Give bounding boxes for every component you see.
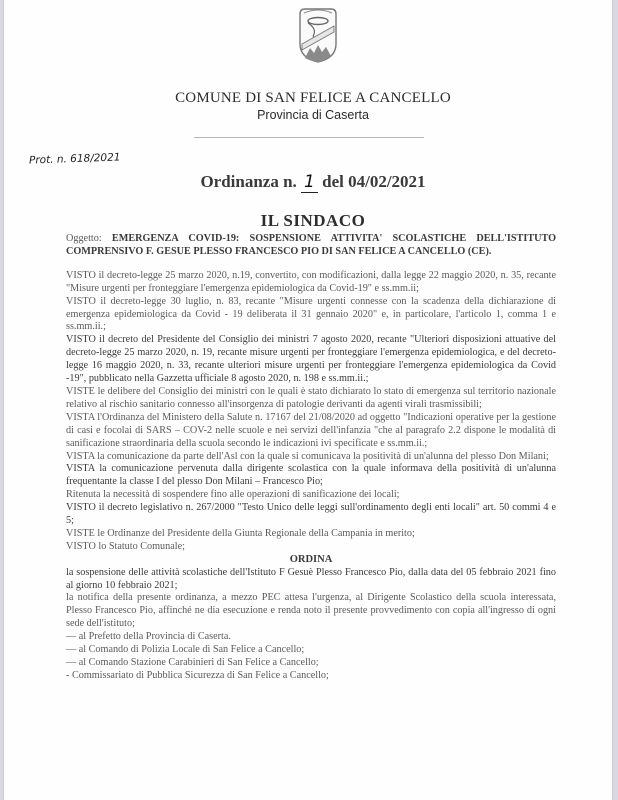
whereas-clause: VISTO il decreto legislativo n. 267/2000 "Testo Unico delle leggi sull'ordinamento degli enti locali" art. 50 commi 4 e 5; [66,502,556,527]
whereas-clause: VISTO il decreto-legge 30 luglio, n. 83, recante "Misure urgenti connesse con la scadenza della dichiarazione di emergenza epidemiologica da Covid - 19 deliberata il 31 gennaio 2020" e, in particolare, l'articolo 1, comma 1 e ss.mm.ii.; [66,295,556,333]
recipient-item: — al Comando Stazione Carabinieri di San Felice a Cancello; [66,657,319,668]
coat-of-arms-icon [296,6,340,64]
document-page [4,0,612,800]
subject-line [66,233,556,259]
whereas-clause: VISTO lo Statuto Comunale; [66,540,185,552]
whereas-clause: VISTA la comunicazione pervenuta dalla dirigente scolastica con la quale informava della positività di un'alunna frequentante la classe I del plesso Don Milani – Francesco Pio; [66,463,556,488]
subject-text: EMERGENZA COVID-19: SOSPENSIONE ATTIVITA' SCOLASTICHE DELL'ISTITUTO COMPRENSIVO F. GESUE PLESSO FRANCESCO PIO DI SAN FELICE A CANCELLO (CE). [66,233,557,257]
whereas-clause: VISTE le Ordinanze del Presidente della Giunta Regionale della Campania in merito; [66,527,415,539]
whereas-clause: VISTA l'Ordinanza del Ministero della Salute n. 17167 del 21/08/2020 ad oggetto "Indicazioni operative per la gestione di casi e focolai di SARS – COV-2 nelle scuole e nei servizi dell'infanzia "che al paragrafo 2.2 dispone le modalità di sanificazione straordinaria della scuola secondo le indicazioni ivi specificate e ss.mm.ii.; [66,411,556,449]
mayor-heading: IL SINDACO [260,211,366,230]
whereas-clause: Ritenuta la necessità di sospendere fino alle operazioni di sanificazione dei locali; [66,489,400,501]
whereas-clause: VISTO il decreto-legge 25 marzo 2020, n.19, convertito, con modificazioni, dalla legge 22 maggio 2020, n. 35, recante "Misure urgenti per fronteggiare l'emergenza epidemiologica da Covid-19" e ss.mm.ii; [66,269,556,294]
whereas-clause: VISTA la comunicazione da parte dell'Asl con la quale si comunicava la positività di un'alunna del plesso Don Milani; [66,450,549,462]
ordinance-date: del 04/02/2021 [322,172,426,191]
order-item: la sospensione delle attività scolastiche dell'Istituto F Gesuè Plesso Francesco Pio, dalla data del 05 febbraio 2021 fino al giorno 10 febbraio 2021; [66,566,556,591]
whereas-clause: VISTO il decreto del Presidente del Consiglio dei ministri 7 agosto 2020, recante "Ulteriori disposizioni attuative del decreto-legge 25 marzo 2020, n. 19, recante misure urgenti per fronteggiare l'emergenza epidemiologica, e del decreto-legge 16 maggio 2020, n. 33, recante ulteriori misure urgenti per fronteggiare l'emergenza epidemiologica da Covid -19", pubblicato nella Gazzetta ufficiale 8 agosto 2020, n. 198 e ss.mm.ii.; [66,334,556,385]
handwritten-protocol-number: Prot. n. 618/2021 [28,151,121,167]
municipality-name: COMUNE DI SAN FELICE A CANCELLO [175,90,451,106]
subject-label: Oggetto: [66,233,102,244]
ordinance-number: 1 [301,172,318,193]
whereas-clause: VISTE le delibere del Consiglio dei ministri con le quali è stato dichiarato lo stato di emergenza sul territorio nazionale relativo al rischio sanitario connesso all'insorgenza di patologie derivanti da agenti virali trasmissibili; [66,385,556,410]
recipient-item: - Commissariato di Pubblica Sicurezza di San Felice a Cancello; [66,669,329,681]
ordinance-prefix: Ordinanza n. [200,172,297,191]
recipient-item: — al Comando di Polizia Locale di San Felice a Cancello; [66,644,305,656]
ordinance-title [4,172,618,193]
document-body [66,233,556,683]
recipients-list [66,631,556,683]
order-item: la notifica della presente ordinanza, a mezzo PEC attesa l'urgenza, al Dirigente Scolastico della scuola interessata, Plesso Francesco Pio, affinché ne dia esecuzione e renda noto il presente provvedimento con copia all'ingresso di ogni sede dell'istituto; [66,592,556,630]
header-divider [194,137,424,138]
recipient-item: — al Prefetto della Provincia di Caserta. [66,631,231,643]
province-name: Provincia di Caserta [257,108,369,122]
ordina-heading: ORDINA [289,553,333,565]
